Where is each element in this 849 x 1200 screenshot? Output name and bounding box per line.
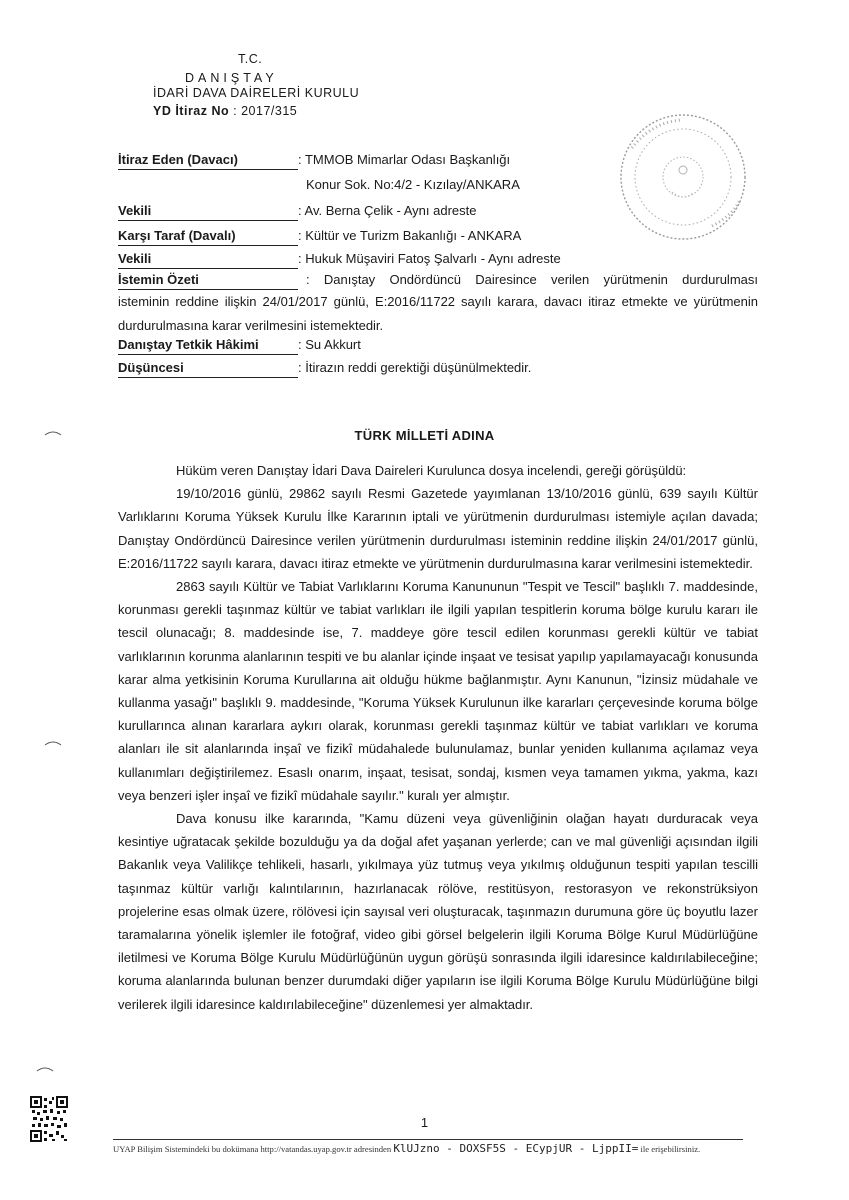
appellant-label: İtiraz Eden (Davacı) (118, 152, 298, 170)
footer-divider (113, 1139, 743, 1140)
scan-mark-icon (36, 1066, 54, 1072)
case-no-label: YD İtiraz No (153, 104, 230, 118)
respondent-attorney-value: : Hukuk Müşaviri Fatoş Şalvarlı - Aynı adreste (298, 251, 561, 266)
header-case-no (153, 104, 297, 119)
scan-mark-icon (44, 740, 62, 746)
paragraph-case: 19/10/2016 günlü, 29862 sayılı Resmi Gazetede yayımlanan 13/10/2016 günlü, 639 sayılı Kültür Varlıklarını Koruma Yüksek Kurulu İlke Kararının iptali ve yürütmenin durdurulması istemiyle açılan davada; Danıştay Ondördüncü Dairesince verilen yürütmenin durdurulması isteminin reddine ilişkin 24/01/2017 günlü, E:2016/11722 sayılı karara, davacı itiraz etmekte ve yürütmenin durdurulmasına karar verilmesini istemektedir. (118, 486, 758, 571)
case-no-value: : 2017/315 (233, 104, 298, 118)
header-board: İDARİ DAVA DAİRELERİ KURULU (153, 86, 360, 100)
respondent-label: Karşı Taraf (Davalı) (118, 228, 298, 246)
header-court: DANIŞTAY (185, 71, 278, 85)
decision-title: TÜRK MİLLETİ ADINA (354, 428, 495, 443)
summary-continuation: isteminin reddine ilişkin 24/01/2017 günlü, E:2016/11722 sayılı karara, davacı itiraz etmekte ve yürütmenin durdurulmasına karar verilmesini istemektedir. (118, 294, 758, 333)
footer-verification (113, 1142, 700, 1155)
respondent-attorney-label: Vekili (118, 251, 298, 269)
attorney-value: : Av. Berna Çelik - Aynı adreste (298, 203, 477, 218)
header-tc: T.C. (238, 52, 263, 66)
opinion-label: Düşüncesi (118, 360, 298, 378)
attorney-label: Vekili (118, 203, 298, 221)
footer-text-before: UYAP Bilişim Sistemindeki bu dokümana http://vatandas.uyap.gov.tr adresinden (113, 1144, 392, 1154)
appellant-address: Konur Sok. No:4/2 - Kızılay/ANKARA (306, 177, 520, 192)
respondent-value: : Kültür ve Turizm Bakanlığı - ANKARA (298, 228, 522, 243)
official-seal-stamp (612, 108, 754, 246)
decision-body (118, 459, 758, 1016)
scan-mark-icon (44, 430, 62, 436)
paragraph-intro: Hüküm veren Danıştay İdari Dava Daireleri Kurulunca dosya incelendi, gereği görüşüldü: (176, 463, 687, 478)
appellant-value: : TMMOB Mimarlar Odası Başkanlığı (298, 152, 511, 167)
paragraph-law: 2863 sayılı Kültür ve Tabiat Varlıklarını Koruma Kanununun "Tespit ve Tescil" başlıklı 7. maddesinde, korunması gerekli taşınmaz kültür ve tabiat varlıkları ile ilgili yapılan tespitlerin koruma bölge kurulu kararı ile tescil olunacağı; 8. maddesinde ise, 7. maddeye göre tescil edilen korunması gerekli kültür ve tabiat varlıklarının korunma alanlarının tespiti ve bu alanlar içinde inşaat ve tesisat yapılıp yapılamayacağı konusunda karar alma yetkisinin Koruma Kurullarına ait olduğu hükme bağlanmıştır. Aynı Kanunun, "İzinsiz müdahale ve kullanma yasağı" başlıklı 9. maddesinde, "Koruma Yüksek Kurulunun ilke kararları çerçevesinde koruma bölge kurullarınca alınan kararlara aykırı olarak, korunması gerekli taşınmaz kültür ve tabiat varlıkları ve koruma alanları ile sit alanlarında inşaî ve fizikî müdahalede bulunulamaz, bunlar yeniden kullanıma açılamaz veya kullanımları değiştirilemez. Esaslı onarım, inşaat, tesisat, sondaj, kısmen veya tamamen yıkma, yakma, kazı veya benzeri işler inşaî ve fizikî müdahale sayılır." kuralı yer almıştır. (118, 579, 758, 803)
verification-code: KlUJzno - DOXSF5S - ECypjUR - LjppII= (393, 1142, 639, 1155)
paragraph-principle-decision: Dava konusu ilke kararında, "Kamu düzeni veya güvenliğinin olağan hayatı durduracak veya kesintiye uğratacak şekilde bozulduğu ya da doğal afet yaşanan yerlerde; can ve mal güvenliği açısından ilgili Bakanlık veya Valilikçe tehlikeli, hasarlı, yıkılmaya yüz tutmuş veya yıkılmış olduğunun tespiti yapılan tescilli taşınmaz kültür varlığı kalıntılarının, hazırlanacak rölöve, restitüsyon, restorasyon ve rekonstrüksiyon projelerine esas olmak üzere, rölövesi için sayısal veri oluşturacak, taşınmazın durumuna göre üç boyutlu lazer taramalarına yönelik işlemler ile fotoğraf, video gibi görsel belgelerin ilgili Koruma Bölge Kurul Müdürlüğüne iletilmesi ve Koruma Bölge Kurulu Müdürlüğünün uygun görüşü sonrasında ilgili idaresince kaldırılabileceğine; koruma alanlarında bulunan benzer durumdaki diğer yapıların ise ilgili Koruma Bölge Kurulu Müdürlüğüne bilgi verilerek ilgili idaresince kaldırılabileceğine" düzenlemesi yer almaktadır. (118, 811, 758, 1012)
judge-label: Danıştay Tetkik Hâkimi (118, 337, 298, 355)
summary-label: İstemin Özeti (118, 272, 298, 290)
judge-value: : Su Akkurt (298, 337, 361, 352)
page-number: 1 (420, 1115, 429, 1130)
summary-first-line: : Danıştay Ondördüncü Dairesince verilen yürütmenin durdurulması (306, 272, 758, 287)
opinion-value: : İtirazın reddi gerektiği düşünülmektedir. (298, 360, 532, 375)
footer-text-after: ile erişebilirsiniz. (640, 1144, 701, 1154)
